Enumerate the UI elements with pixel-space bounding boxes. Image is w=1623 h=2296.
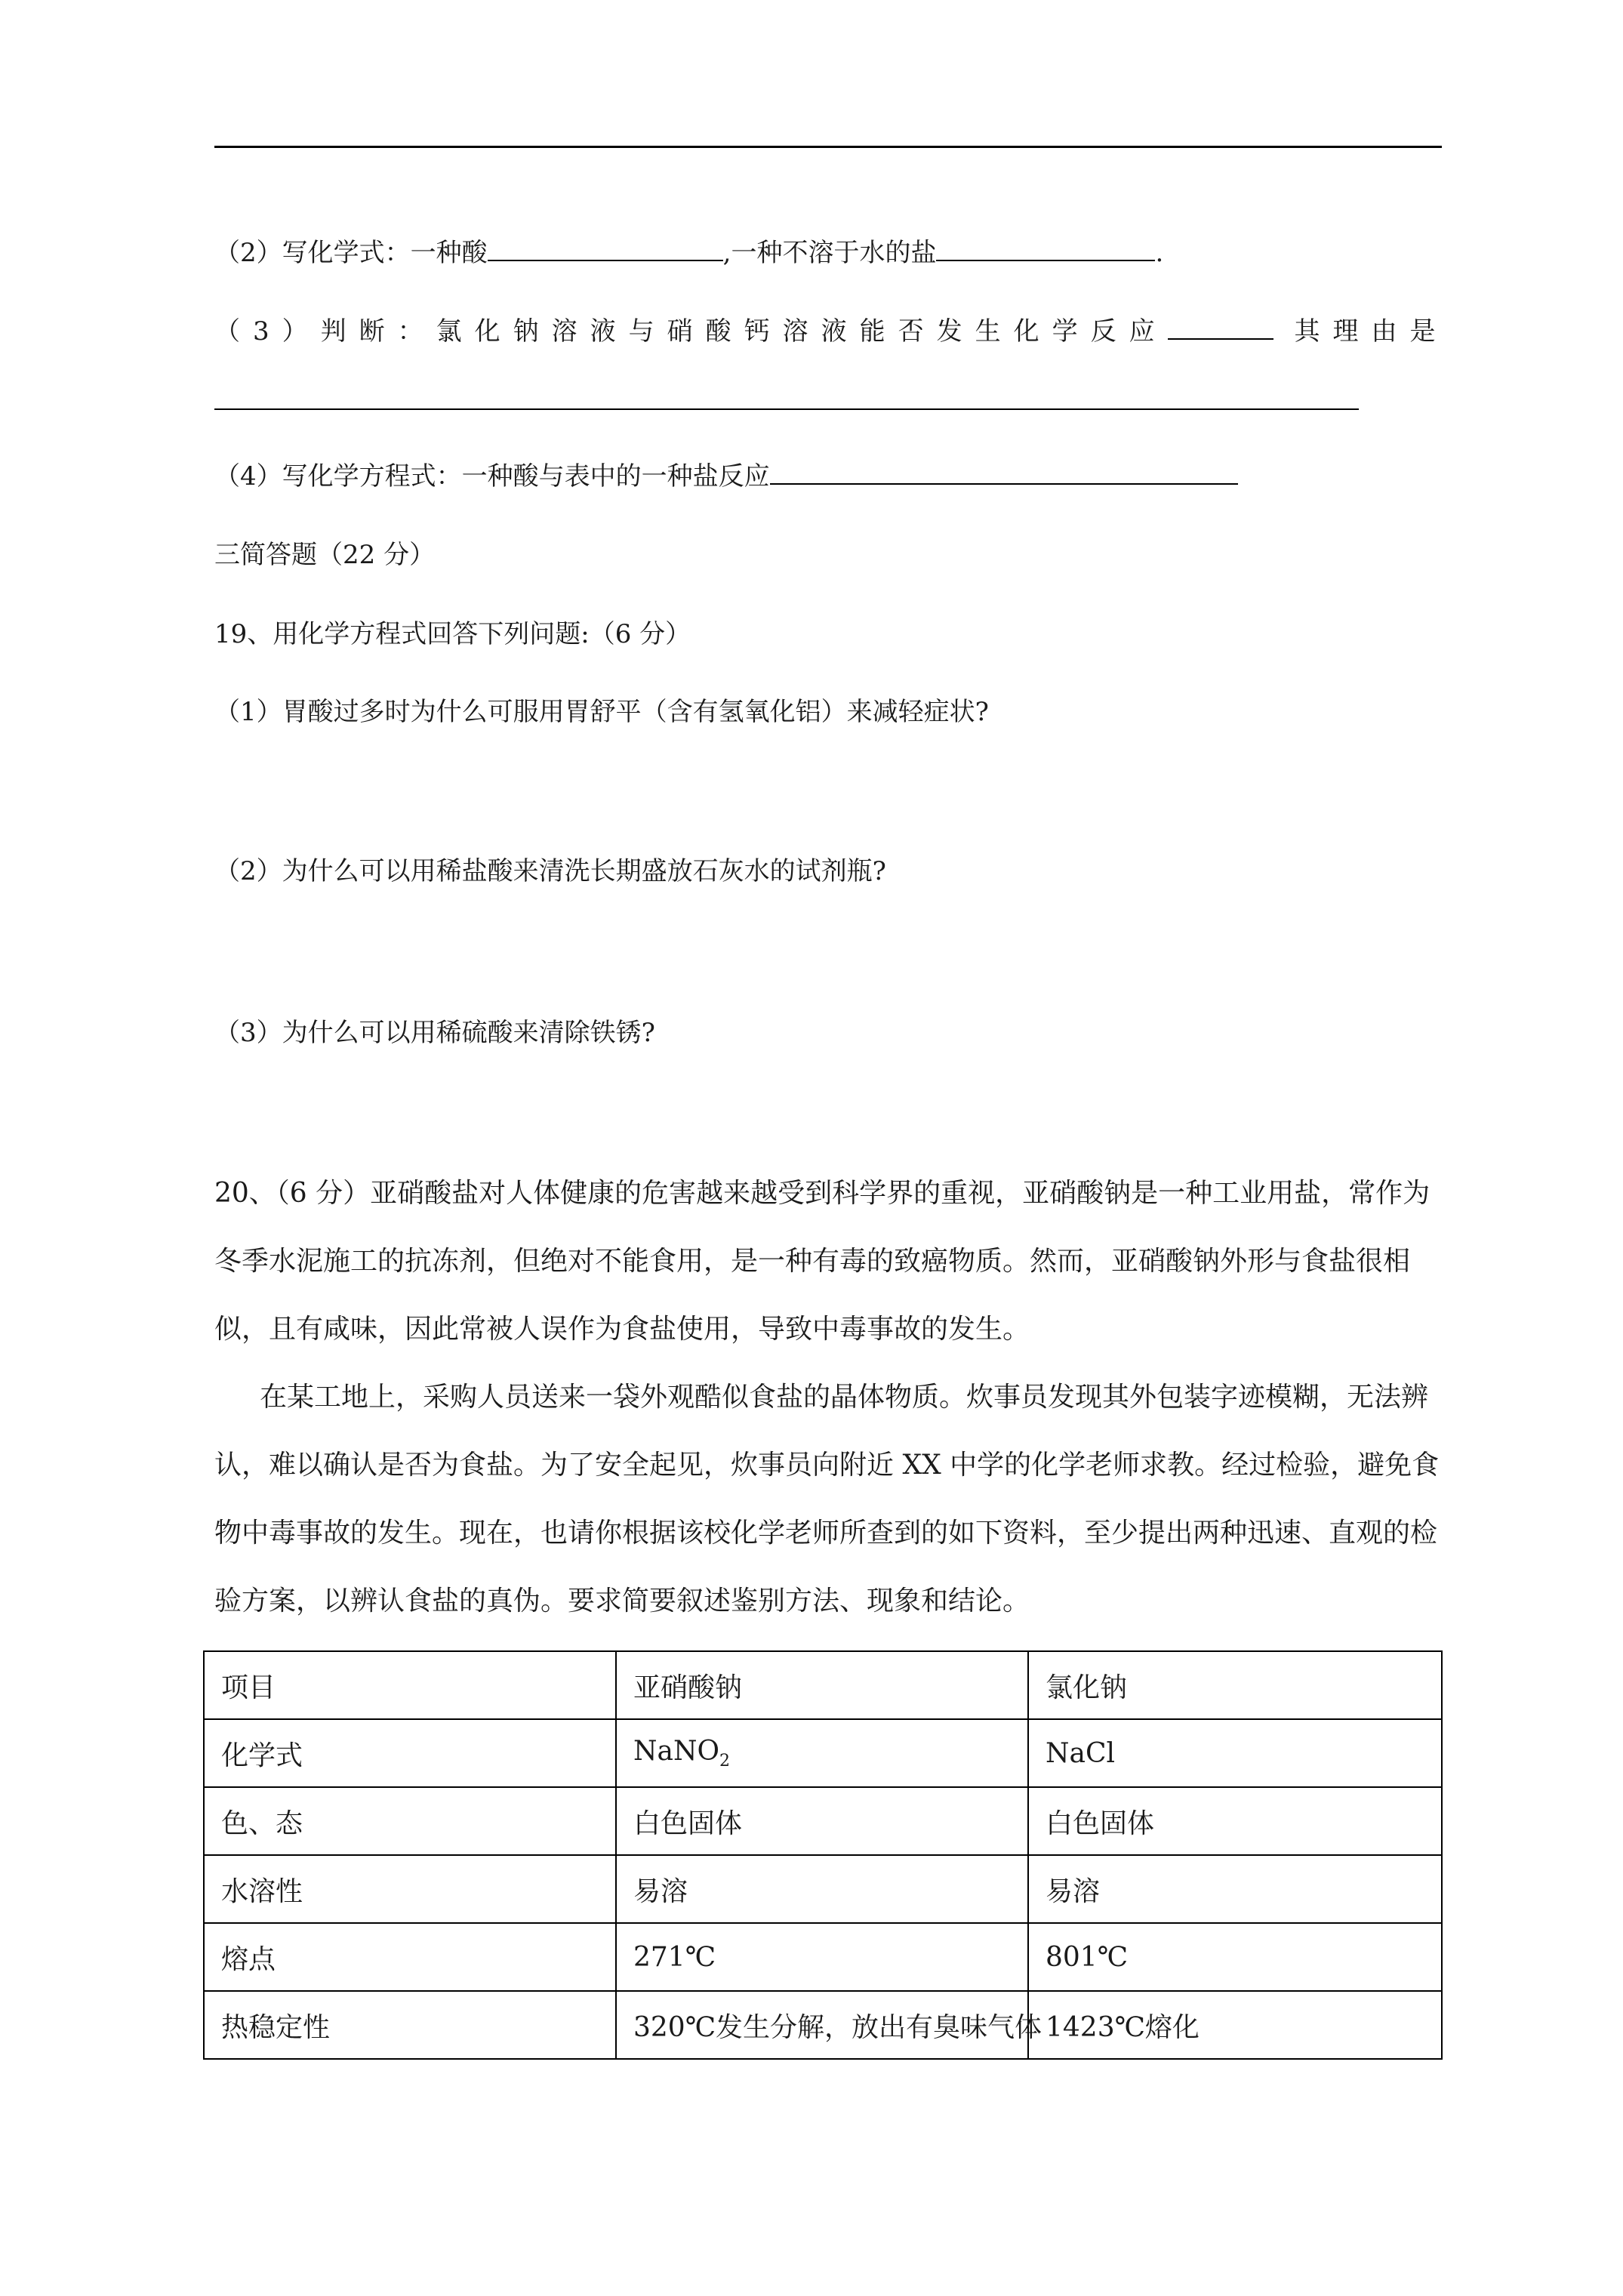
- q3-reason-blank[interactable]: [214, 408, 1359, 410]
- table-row: [204, 1787, 1442, 1855]
- table-cell-nacl: 白色固体: [1028, 1787, 1442, 1855]
- comparison-table: [203, 1650, 1443, 2060]
- q4-label: （4）写化学方程式：一种酸与表中的一种盐反应: [214, 461, 770, 492]
- q3-reason: 其理由是: [1294, 316, 1449, 347]
- table-row: [204, 1923, 1442, 1991]
- table-cell-nano2: 白色固体: [616, 1787, 1028, 1855]
- table-cell-nacl: 1423℃熔化: [1028, 1991, 1442, 2059]
- q4-equation-blank[interactable]: [770, 458, 1238, 485]
- table-cell-nano2: [616, 1719, 1028, 1787]
- question-19-title: 19、用化学方程式回答下列问题:（6 分）: [214, 619, 691, 649]
- question-2: [214, 234, 1163, 270]
- q2-acid-blank[interactable]: [488, 234, 723, 261]
- question-19-sub-3: （3）为什么可以用稀硫酸来清除铁锈?: [214, 1018, 655, 1048]
- table-header-cell: 氯化钠: [1028, 1651, 1442, 1719]
- table-cell-nacl: NaCl: [1028, 1719, 1442, 1787]
- question-19-sub-2: （2）为什么可以用稀盐酸来清洗长期盛放石灰水的试剂瓶?: [214, 856, 886, 886]
- table-row: [204, 1991, 1442, 2059]
- q2-mid: ,一种不溶于水的盐: [722, 238, 937, 268]
- q2-end: .: [1155, 238, 1164, 268]
- table-cell-nano2: 320℃发生分解，放出有臭味气体: [616, 1991, 1028, 2059]
- question-4: [214, 458, 1238, 494]
- table-cell-nacl: 801℃: [1028, 1923, 1442, 1991]
- table-cell-item: 化学式: [204, 1719, 616, 1787]
- table-header-cell: 亚硝酸钠: [616, 1651, 1028, 1719]
- question-3: [214, 313, 1448, 349]
- table-cell-item: 色、态: [204, 1787, 616, 1855]
- header-rule: [214, 146, 1442, 148]
- formula-subscript: 2: [719, 1752, 730, 1771]
- table-cell-item: 熔点: [204, 1923, 616, 1991]
- table-header-row: [204, 1651, 1442, 1719]
- table-row: [204, 1855, 1442, 1923]
- table-cell-item: 水溶性: [204, 1855, 616, 1923]
- q3-label: （3）判断：氯化钠溶液与硝酸钙溶液能否发生化学反应: [214, 316, 1168, 347]
- section-3-title: 三简答题（22 分）: [214, 540, 436, 570]
- q3-answer-blank[interactable]: [1168, 313, 1273, 340]
- table-cell-item: 热稳定性: [204, 1991, 616, 2059]
- table-header-cell: 项目: [204, 1651, 616, 1719]
- q2-label: （2）写化学式：一种酸: [214, 238, 488, 268]
- q2-salt-blank[interactable]: [936, 234, 1155, 261]
- table-cell-nano2: 易溶: [616, 1855, 1028, 1923]
- table-cell-nano2: 271℃: [616, 1923, 1028, 1991]
- question-19-sub-1: （1）胃酸过多时为什么可服用胃舒平（含有氢氧化铝）来减轻症状?: [214, 697, 989, 727]
- q20-body: 在某工地上，采购人员送来一袋外观酷似食盐的晶体物质。炊事员发现其外包装字迹模糊，无法辨认，难以确认是否为食盐。为了安全起见，炊事员向附近 XX 中学的化学老师求教。经过检验，避免食物中毒事故的发生。现在，也请你根据该校化学老师所查到的如下资料，至少提出两种迅速、直观的检验方案，以辨认食盐的真伪。要求简要叙述鉴别方法、现象和结论。: [214, 1382, 1440, 1616]
- table-cell-nacl: 易溶: [1028, 1855, 1442, 1923]
- q20-intro: 20、（6 分）亚硝酸盐对人体健康的危害越来越受到科学界的重视，亚硝酸钠是一种工业用盐，常作为冬季水泥施工的抗冻剂，但绝对不能食用，是一种有毒的致癌物质。然而，亚硝酸钠外形与食盐很相似，且有咸味，因此常被人误作为食盐使用，导致中毒事故的发生。: [214, 1178, 1431, 1345]
- table-row: [204, 1719, 1442, 1787]
- formula-base: NaNO: [633, 1735, 719, 1767]
- question-20: [214, 1160, 1445, 1635]
